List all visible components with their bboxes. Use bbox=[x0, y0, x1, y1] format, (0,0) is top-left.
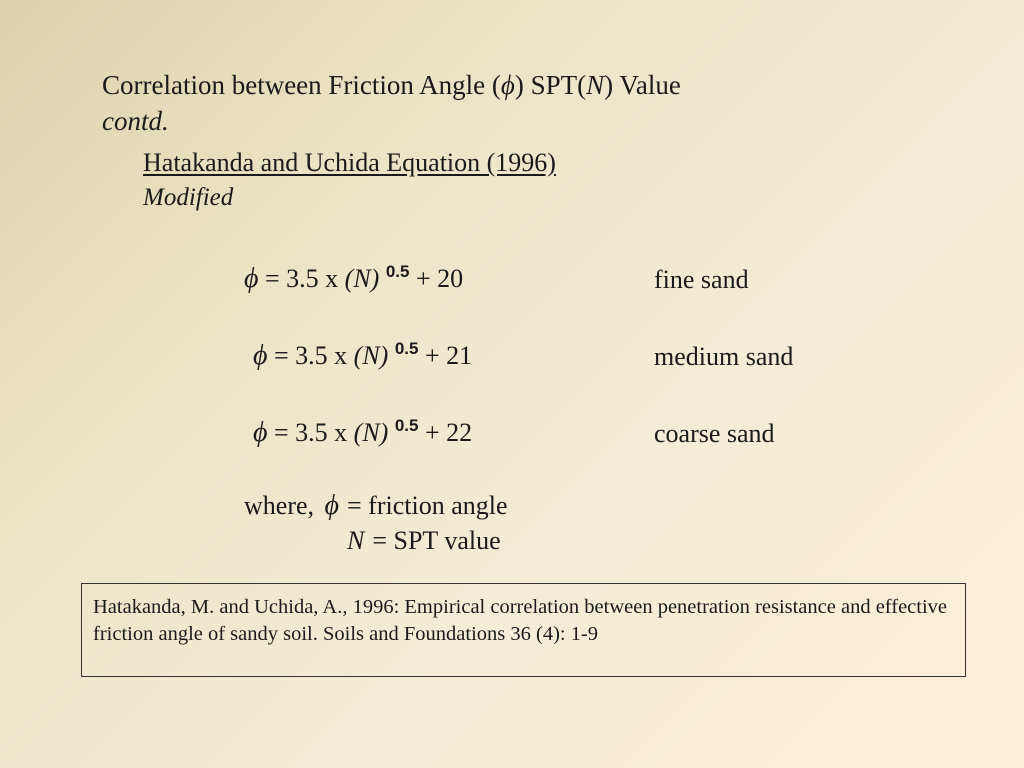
phi-symbol: ϕ bbox=[253, 417, 268, 448]
equation-medium-sand bbox=[253, 340, 472, 372]
reference-box: Hatakanda, M. and Uchida, A., 1996: Empirical correlation between penetration resistance and effective friction angle of sandy soil. Soils and Foundations 36 (4): 1-9 bbox=[81, 583, 966, 677]
title-suffix: ) Value bbox=[604, 70, 681, 100]
equation-n: (N) bbox=[344, 264, 380, 293]
equation-lhs: = 3.5 x bbox=[267, 418, 354, 447]
phi-symbol: ϕ bbox=[324, 490, 340, 521]
equation-coarse-sand bbox=[253, 417, 472, 449]
soil-label-coarse: coarse sand bbox=[654, 419, 775, 448]
equation-n: (N) bbox=[353, 341, 389, 370]
soil-label-medium: medium sand bbox=[654, 342, 794, 371]
equation-lhs: = 3.5 x bbox=[267, 341, 354, 370]
soil-label-fine: fine sand bbox=[654, 265, 749, 294]
equation-exponent: 0.5 bbox=[394, 416, 419, 435]
n-symbol: N bbox=[347, 526, 365, 555]
title-n-symbol: N bbox=[586, 70, 605, 100]
phi-definition: = friction angle bbox=[347, 491, 508, 520]
equation-exponent: 0.5 bbox=[394, 339, 419, 358]
title-prefix: Correlation between Friction Angle ( bbox=[102, 70, 501, 100]
phi-symbol: ϕ bbox=[244, 263, 259, 294]
title-contd: contd. bbox=[102, 106, 169, 136]
where-label: where, bbox=[244, 491, 315, 520]
phi-symbol: ϕ bbox=[253, 340, 268, 371]
title-middle: ) SPT( bbox=[514, 70, 587, 100]
equation-n: (N) bbox=[353, 418, 389, 447]
equation-fine-sand bbox=[244, 263, 463, 295]
equation-source-heading: Hatakanda and Uchida Equation (1996) bbox=[143, 148, 556, 177]
equation-rhs: + 22 bbox=[418, 418, 473, 447]
where-phi-definition bbox=[244, 490, 508, 522]
equation-rhs: + 21 bbox=[418, 341, 473, 370]
title-phi-symbol: ϕ bbox=[500, 70, 515, 100]
modified-label: Modified bbox=[143, 184, 234, 211]
equation-rhs: + 20 bbox=[409, 264, 464, 293]
equation-exponent: 0.5 bbox=[385, 262, 410, 281]
where-n-definition bbox=[347, 526, 501, 556]
n-definition: = SPT value bbox=[372, 526, 501, 555]
slide-title bbox=[102, 70, 681, 101]
equation-lhs: = 3.5 x bbox=[258, 264, 345, 293]
